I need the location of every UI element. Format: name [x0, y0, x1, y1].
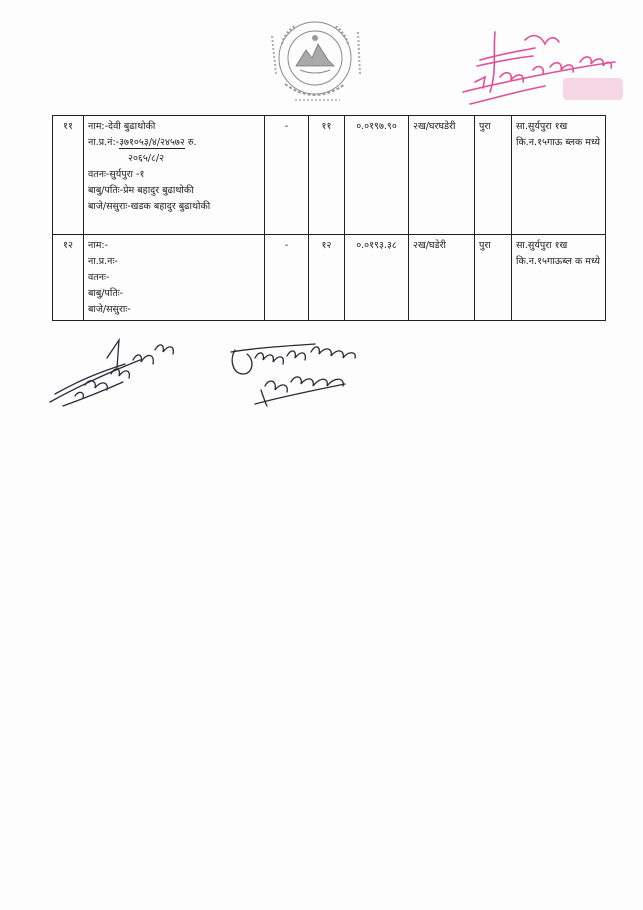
portion-cell: पुरा	[475, 235, 512, 321]
dash-cell: -	[265, 116, 309, 235]
dash-cell: -	[265, 235, 309, 321]
seal-emblem-icon	[250, 14, 380, 109]
office-seal-image	[250, 14, 380, 109]
portion-cell: पुरा	[475, 116, 512, 235]
kitta-cell: १२	[309, 235, 345, 321]
citizenship-suffix: रु.	[187, 137, 197, 148]
kitta-cell: ११	[309, 116, 345, 235]
owner-grandfather: बाजे/ससुराः-खडक बहादुर बुढाथोकी	[88, 201, 211, 212]
citizenship-date: २०६५/८/२	[128, 153, 165, 164]
citizenship-prefix: ना.प्र.नः-	[88, 256, 118, 267]
table-row	[53, 116, 606, 235]
citizenship-line	[88, 254, 260, 270]
signature-middle-image	[225, 330, 365, 410]
land-type-cell: २ख/घडेरी	[409, 235, 475, 321]
owner-name: नाम:-	[88, 240, 109, 251]
area-cell: ०.०१९३.३८	[345, 235, 409, 321]
serial-number-cell: १२	[53, 235, 84, 321]
signature-left-image	[45, 330, 180, 410]
owner-father: बाबु/पतिः-	[88, 288, 124, 299]
land-record-table	[52, 115, 606, 321]
serial-number-cell: ११	[53, 116, 84, 235]
remarks-cell: सा.सुर्यपुरा १ख कि.न.१५गाऊ ब्लक मध्ये	[512, 116, 606, 235]
signature-middle-scribble-icon	[225, 330, 365, 410]
owner-details-cell	[84, 116, 265, 235]
owner-details-cell	[84, 235, 265, 321]
table-row	[53, 235, 606, 321]
signature-left-scribble-icon	[45, 330, 180, 410]
owner-father: बाबु/पतिः-प्रेम बहादुर बुढाथोकी	[88, 185, 194, 196]
pink-signature-scribble-icon	[455, 22, 625, 112]
citizenship-prefix: ना.प्र.नं:-	[88, 137, 120, 148]
citizenship-line	[88, 135, 260, 151]
remarks-cell: सा.सुर्यपुरा १ख कि.न.१५गाऊब्ल क मध्ये	[512, 235, 606, 321]
citizenship-number: ३७१०५३/४/२४५७२	[119, 137, 185, 148]
owner-address: वतनः-सुर्यपुरा -१	[88, 169, 145, 180]
owner-address: वतनः-	[88, 272, 110, 283]
land-type-cell: २ख/घरघडेरी	[409, 116, 475, 235]
owner-grandfather: बाजे/ससुराः-	[88, 304, 131, 315]
area-cell: ०.०१९७.९०	[345, 116, 409, 235]
pink-signature-image	[455, 22, 625, 112]
owner-name: नाम:-देवी बुढाथोकी	[88, 121, 156, 132]
